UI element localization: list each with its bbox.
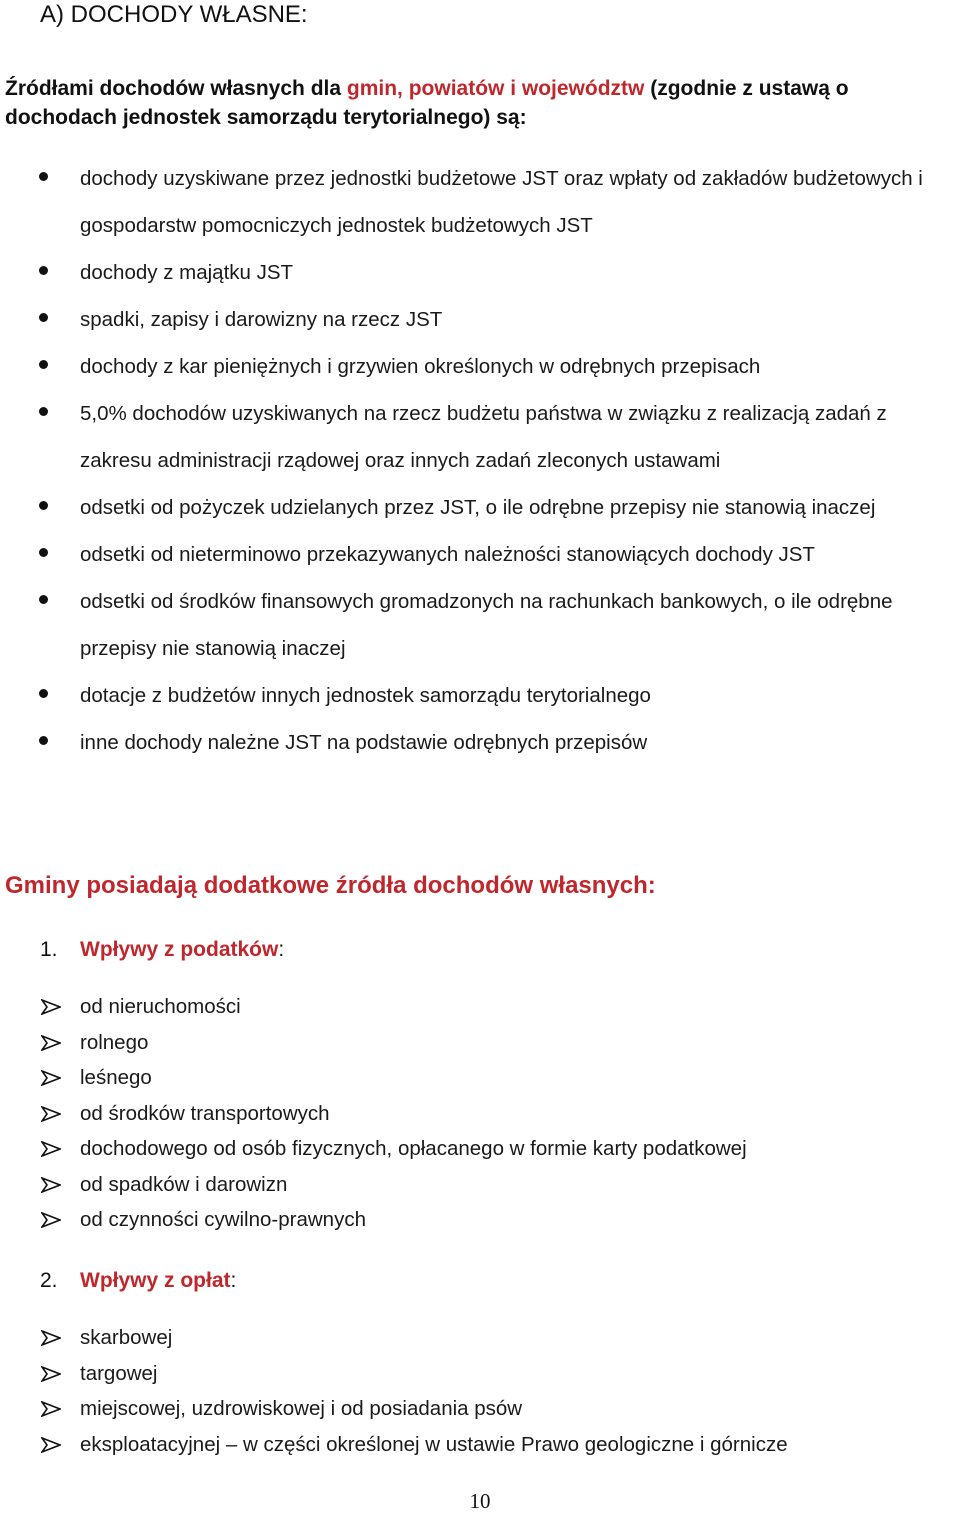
intro-highlight: gmin, powiatów i województw xyxy=(346,77,645,100)
list-item-text: spadki, zapisy i darowizny na rzecz JST xyxy=(80,308,443,331)
list-item xyxy=(0,343,960,390)
arrowhead-icon xyxy=(41,1401,61,1417)
tax-list xyxy=(0,989,960,1238)
arrowhead-icon xyxy=(41,1366,61,1382)
fee-list xyxy=(0,1320,960,1462)
bullet-dot-icon xyxy=(39,736,48,745)
bullet-dot-icon xyxy=(39,501,48,510)
list-item xyxy=(0,390,960,484)
arrowhead-icon xyxy=(41,999,61,1015)
list-item-text: od czynności cywilno-prawnych xyxy=(80,1208,366,1231)
bullet-dot-icon xyxy=(39,595,48,604)
bullet-dot-icon xyxy=(39,689,48,698)
group-colon: : xyxy=(230,1269,237,1292)
group-label: Wpływy z podatków xyxy=(80,938,279,961)
arrowhead-icon xyxy=(41,1106,61,1122)
list-item-text: targowej xyxy=(80,1361,158,1385)
intro-suffix: (zgodnie z ustawą o dochodach jednostek samorządu terytorialnego) są: xyxy=(5,77,849,129)
list-item xyxy=(0,249,960,296)
list-item xyxy=(0,1060,960,1096)
list-item-text: dochody uzyskiwane przez jednostki budżetowe JST oraz wpłaty od zakładów budżetowych i gospodarstw pomocniczych jednostek budżetowych JST xyxy=(80,167,923,237)
list-item xyxy=(0,531,960,578)
list-item xyxy=(0,1391,960,1427)
revenue-sources-list xyxy=(0,155,960,766)
list-item-text: dochody z kar pieniężnych i grzywien określonych w odrębnych przepisach xyxy=(80,355,761,378)
bullet-dot-icon xyxy=(39,407,48,416)
list-item xyxy=(0,1167,960,1203)
list-item-text: odsetki od pożyczek udzielanych przez JST, o ile odrębne przepisy nie stanowią inaczej xyxy=(80,496,876,519)
arrowhead-icon xyxy=(41,1070,61,1086)
list-item-text: dotacje z budżetów innych jednostek samorządu terytorialnego xyxy=(80,684,651,707)
list-item xyxy=(0,578,960,672)
bullet-dot-icon xyxy=(39,313,48,322)
page-number: 10 xyxy=(469,1489,491,1513)
list-item-text: od spadków i darowizn xyxy=(80,1172,288,1196)
group-header-taxes xyxy=(40,935,284,965)
list-item xyxy=(0,989,960,1025)
list-item-text: eksploatacyjnej – w części określonej w ustawie Prawo geologiczne i górnicze xyxy=(80,1432,788,1456)
list-item xyxy=(0,672,960,719)
list-item xyxy=(0,1025,960,1061)
list-item-text: rolnego xyxy=(80,1030,149,1054)
list-item-text: od środków transportowych xyxy=(80,1101,330,1125)
list-item xyxy=(0,484,960,531)
list-item-text: odsetki od nieterminowo przekazywanych należności stanowiących dochody JST xyxy=(80,543,815,566)
section-title: Gminy posiadają dodatkowe źródła dochodów własnych: xyxy=(5,872,656,899)
list-item xyxy=(0,1427,960,1463)
arrowhead-icon xyxy=(41,1212,61,1228)
arrowhead-icon xyxy=(41,1177,61,1193)
list-item xyxy=(0,1202,960,1238)
bullet-dot-icon xyxy=(39,172,48,181)
list-item-text: miejscowej, uzdrowiskowej i od posiadania psów xyxy=(80,1397,523,1420)
page-heading: A) DOCHODY WŁASNE: xyxy=(40,1,308,28)
list-item-text: dochodowego od osób fizycznych, opłacanego w formie karty podatkowej xyxy=(80,1137,747,1160)
group-label: Wpływy z opłat xyxy=(80,1269,231,1292)
bullet-dot-icon xyxy=(39,266,48,275)
list-item xyxy=(0,719,960,766)
group-number: 1. xyxy=(40,938,58,961)
list-item-text: od nieruchomości xyxy=(80,995,241,1018)
list-item xyxy=(0,1096,960,1132)
group-colon: : xyxy=(278,938,285,961)
intro-prefix: Źródłami dochodów własnych dla xyxy=(5,77,347,100)
arrowhead-icon xyxy=(41,1330,61,1346)
bullet-dot-icon xyxy=(39,548,48,557)
arrowhead-icon xyxy=(41,1437,61,1453)
list-item-text: inne dochody należne JST na podstawie odrębnych przepisów xyxy=(80,731,648,754)
list-item-text: odsetki od środków finansowych gromadzonych na rachunkach bankowych, o ile odrębne przepisy nie stanowią inaczej xyxy=(80,590,893,660)
list-item xyxy=(0,1320,960,1356)
arrowhead-icon xyxy=(41,1141,61,1157)
list-item-text: leśnego xyxy=(80,1066,152,1089)
list-item xyxy=(0,296,960,343)
arrowhead-icon xyxy=(41,1035,61,1051)
list-item xyxy=(0,1131,960,1167)
list-item xyxy=(0,155,960,249)
list-item-text: 5,0% dochodów uzyskiwanych na rzecz budżetu państwa w związku z realizacją zadań z zakresu administracji rządowej oraz innych zadań zleconych ustawami xyxy=(80,402,887,472)
group-header-fees xyxy=(40,1266,236,1296)
list-item-text: skarbowej xyxy=(80,1326,173,1349)
list-item-text: dochody z majątku JST xyxy=(80,261,294,284)
bullet-dot-icon xyxy=(39,360,48,369)
list-item xyxy=(0,1356,960,1392)
group-number: 2. xyxy=(40,1269,58,1292)
intro-paragraph xyxy=(5,74,945,132)
